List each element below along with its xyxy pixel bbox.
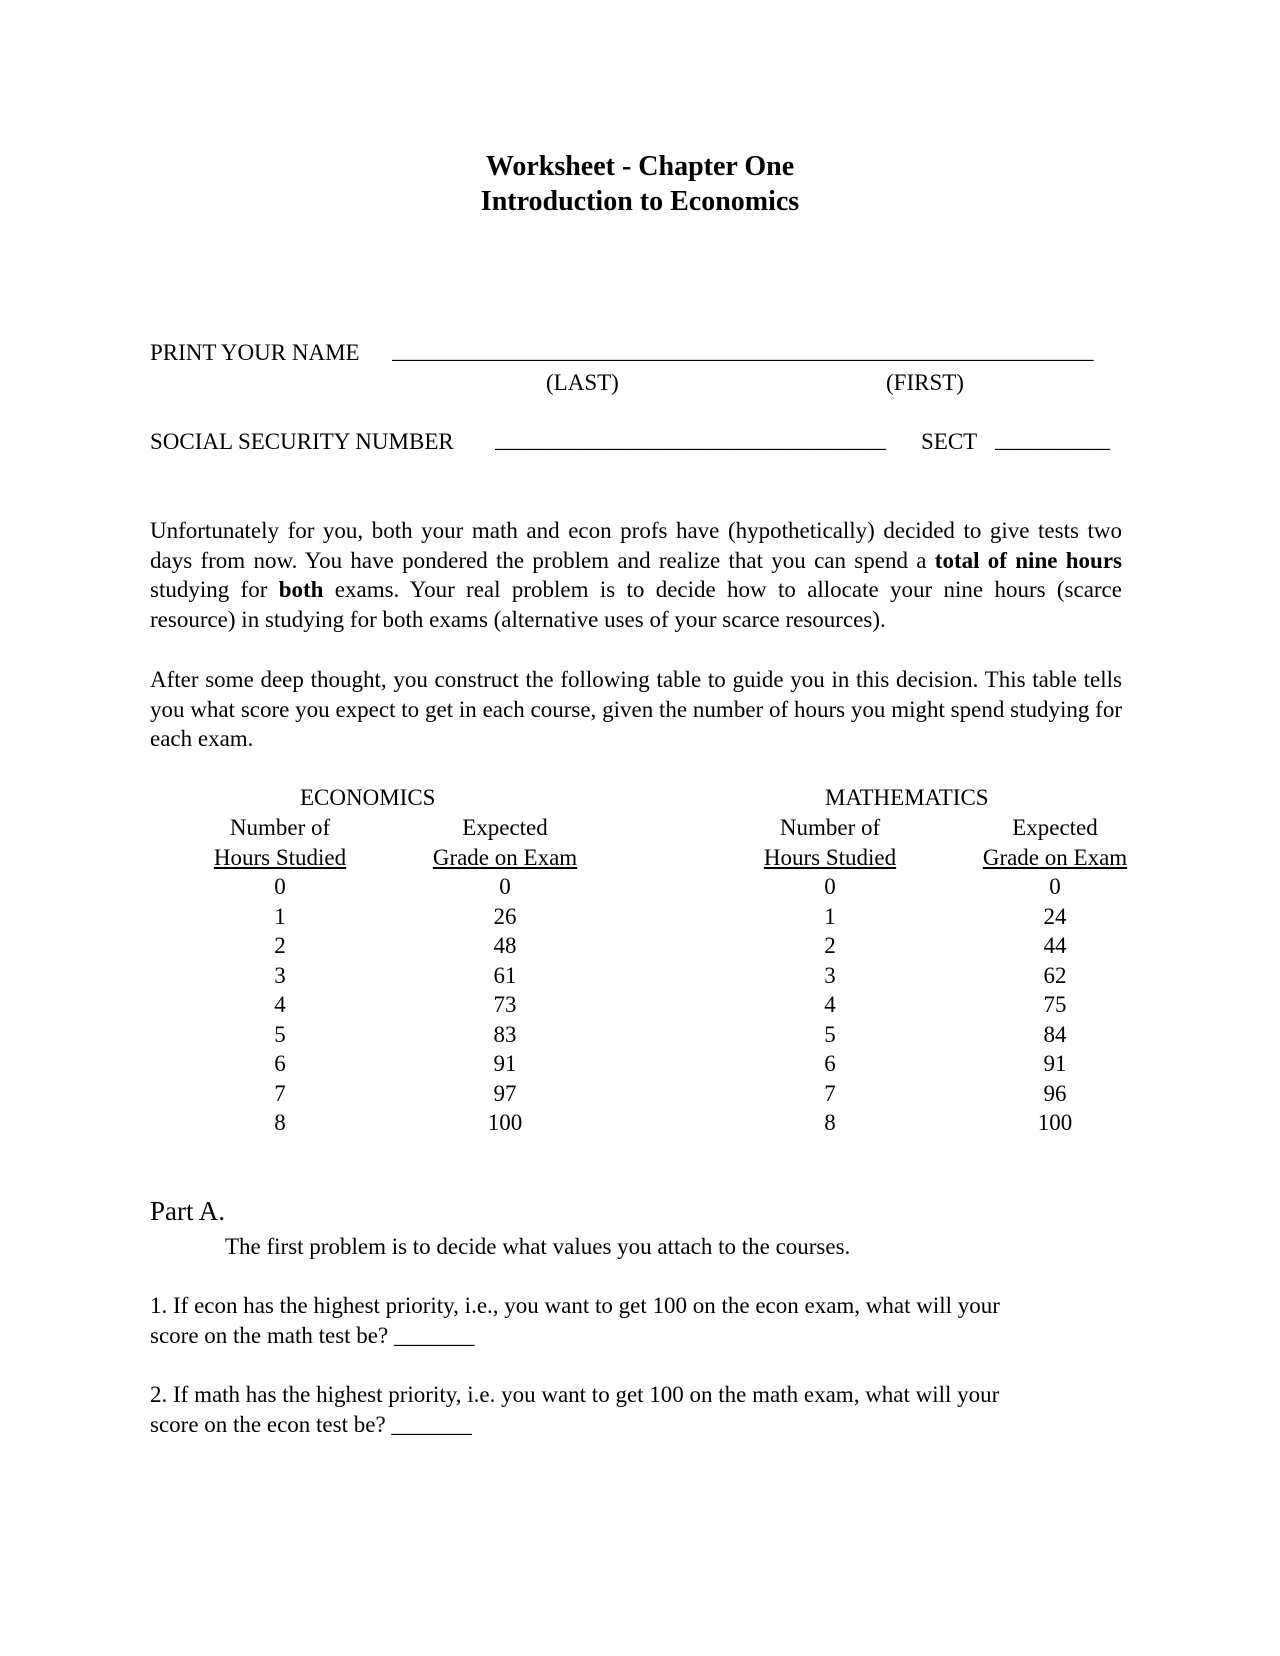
math-hours-header-2: Hours Studied: [763, 844, 897, 870]
econ-grade-cell: 26: [493, 903, 517, 929]
worksheet-subtitle: Introduction to Economics: [480, 186, 800, 217]
part-a-heading: Part A.: [150, 1196, 226, 1226]
part-a-intro: The first problem is to decide what values you attach to the courses.: [225, 1234, 851, 1259]
math-hours-column: [740, 813, 920, 1138]
econ-hours-header-2: Hours Studied: [213, 844, 347, 870]
sect-label: SECT: [921, 429, 978, 454]
econ-hours-cell: 3: [274, 962, 286, 988]
econ-hours-cell: 8: [274, 1110, 286, 1135]
econ-grade-cell: 48: [493, 933, 517, 958]
econ-hours-cell: 1: [274, 903, 286, 929]
name-field[interactable]: _____________________________________________________________: [392, 338, 1094, 363]
intro-emphasis-total: total of nine hours: [934, 547, 1122, 573]
math-hours-cell: 3: [824, 962, 836, 988]
math-hours-cell: 7: [824, 1080, 836, 1106]
math-grade-header-2: Grade on Exam: [982, 844, 1128, 870]
math-grade-cell: 0: [1049, 874, 1061, 899]
econ-grade-header-1: Expected: [462, 815, 548, 840]
sect-field[interactable]: __________: [995, 427, 1110, 452]
econ-grade-cell: 100: [487, 1110, 523, 1135]
econ-hours-column: [190, 813, 370, 1138]
math-hours-cell: 5: [824, 1021, 836, 1047]
econ-hours-header-1: Number of: [229, 815, 331, 840]
econ-grade-cell: 61: [493, 962, 517, 988]
math-hours-header-1: Number of: [779, 815, 881, 840]
math-grade-cell: 75: [1043, 992, 1067, 1017]
math-grade-cell: 96: [1043, 1080, 1067, 1106]
ssn-label: SOCIAL SECURITY NUMBER: [150, 429, 454, 454]
last-name-label: (LAST): [546, 370, 619, 395]
worksheet-title: Worksheet - Chapter One: [485, 151, 795, 182]
math-hours-cell: 0: [824, 874, 836, 899]
math-hours-cell: 6: [824, 1051, 836, 1076]
econ-grade-cell: 0: [499, 874, 511, 899]
math-grade-header-1: Expected: [1012, 815, 1098, 840]
math-hours-cell: 2: [824, 933, 836, 958]
question-2-line-2[interactable]: score on the econ test be? _______: [150, 1412, 472, 1437]
math-hours-cell: 8: [824, 1110, 836, 1135]
math-table-title: MATHEMATICS: [825, 785, 989, 810]
econ-hours-cell: 5: [274, 1021, 286, 1047]
intro-emphasis-both: both: [278, 577, 324, 602]
econ-grade-cell: 83: [493, 1021, 517, 1047]
econ-hours-cell: 2: [274, 933, 286, 958]
question-1-line-2[interactable]: score on the math test be? _______: [150, 1323, 475, 1348]
math-grade-cell: 100: [1037, 1110, 1073, 1135]
econ-grade-cell: 97: [493, 1080, 517, 1106]
econ-hours-cell: 4: [274, 992, 286, 1017]
math-grade-cell: 91: [1043, 1051, 1067, 1076]
econ-table-title: ECONOMICS: [300, 785, 436, 810]
name-label: PRINT YOUR NAME: [150, 340, 360, 365]
math-hours-cell: 4: [824, 992, 836, 1017]
question-1-line-1: 1. If econ has the highest priority, i.e., you want to get 100 on the econ exam, what will your: [150, 1293, 1000, 1318]
ssn-field[interactable]: __________________________________: [495, 427, 886, 452]
math-grade-cell: 62: [1043, 962, 1067, 988]
first-name-label: (FIRST): [886, 370, 964, 395]
math-grade-cell: 84: [1043, 1021, 1067, 1047]
econ-hours-cell: 7: [274, 1080, 286, 1106]
econ-grade-header-2: Grade on Exam: [432, 844, 578, 870]
econ-grade-cell: 73: [493, 992, 517, 1017]
intro-text: studying for: [150, 577, 279, 602]
intro-text: Unfortunately for you, both your math and econ profs have (hypothetically) decided to give tests two days from now. You have pondered the problem and realize that you can spend a: [150, 518, 1122, 573]
intro-paragraph-2: After some deep thought, you construct the following table to guide you in this decision. This table tells you what score you expect to get in each course, given the number of hours you might spend studying for each exam.: [150, 667, 1122, 751]
question-2-line-1: 2. If math has the highest priority, i.e. you want to get 100 on the math exam, what will your: [150, 1382, 1000, 1407]
math-grade-cell: 24: [1043, 903, 1067, 929]
math-grade-cell: 44: [1043, 933, 1067, 958]
econ-grade-column: [410, 813, 600, 1138]
intro-paragraph-1: [150, 516, 1122, 634]
econ-hours-cell: 6: [274, 1051, 286, 1076]
econ-grade-cell: 91: [493, 1051, 517, 1076]
intro-text: exams. Your real problem is to decide how to allocate your nine hours (scarce resource) in studying for both exams (alternative uses of your scarce resources).: [150, 577, 1122, 632]
math-grade-column: [960, 813, 1150, 1138]
math-hours-cell: 1: [824, 903, 836, 929]
econ-hours-cell: 0: [274, 874, 286, 899]
